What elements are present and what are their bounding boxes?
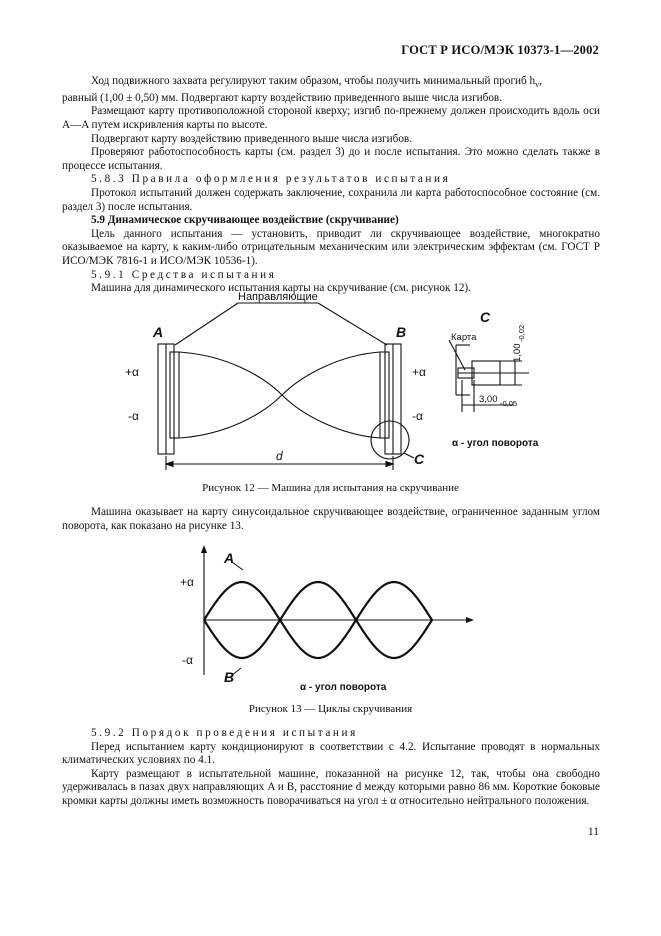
- paragraph: Протокол испытаний должен содержать заключение, сохранила ли карта работоспособное состояние (см. раздел 3) после испытания.: [62, 186, 600, 213]
- paragraph: Перед испытанием карту кондиционируют в соответствии с 4.2. Испытание проводят в нормальных климатических условиях по 4.1.: [62, 740, 600, 767]
- page-number: 11: [587, 826, 599, 838]
- label-minus-alpha-left: -α: [128, 409, 139, 423]
- label-series-a: A: [224, 550, 235, 566]
- text-block-3: [62, 727, 600, 809]
- section-heading: 5.9.2 Порядок проведения испытания: [91, 727, 358, 739]
- paragraph: Размещают карту противоположной стороной кверху; изгиб по-прежнему должен происходить вдоль оси A—A путем искривления карты по высоте.: [62, 105, 600, 132]
- figure-12-caption: Рисунок 12 — Машина для испытания на скручивание: [202, 482, 459, 494]
- label-guide-b: B: [396, 324, 407, 340]
- paragraph: Машина оказывает на карту синусоидальное скручивающее воздействие, ограниченное заданным углом поворота, как показано на рисунке 13.: [62, 506, 600, 532]
- section-heading: 5.9 Динамическое скручивающее воздействие (скручивание): [91, 214, 399, 227]
- dimension-horizontal: 3,00: [479, 394, 498, 405]
- label-card: Карта: [451, 332, 477, 343]
- label-series-b: B: [224, 669, 235, 685]
- label-plus-alpha: +α: [180, 575, 194, 589]
- label-distance-d: d: [276, 449, 283, 463]
- dimension-vertical: 1,00: [512, 343, 523, 362]
- paragraph: Карту размещают в испытательной машине, показанной на рисунке 12, так, чтобы она свободно удерживалась в пазах двух направляющих A и B, расстояние d между которыми равно 86 мм. Короткие боковые кромки карты должны иметь возможность поворачиваться на угол ± α относительно нейтрального положения.: [62, 767, 600, 807]
- figure-13-caption: Рисунок 13 — Циклы скручивания: [248, 703, 413, 715]
- label-alpha-note-fig12: α - угол поворота: [452, 438, 539, 449]
- figure-12-machine-diagram: [0, 290, 661, 480]
- section-heading: 5.8.3 Правила оформления результатов испытания: [91, 173, 451, 186]
- paragraph-continuation: равный (1,00 ± 0,50) мм. Подвергают карту воздействию приведенного выше числа изгибов.: [62, 91, 503, 104]
- label-plus-alpha-left: +α: [125, 365, 139, 379]
- document-header: ГОСТ Р ИСО/МЭК 10373-1—2002: [401, 43, 599, 57]
- label-detail-view-c: C: [480, 309, 491, 325]
- figure-13-twist-cycles-chart: [0, 540, 661, 700]
- paragraph: Проверяют работоспособность карты (см. раздел 3) до и после испытания. Это можно сделать также в процессе испытания.: [62, 146, 600, 172]
- text-block-1: [62, 75, 600, 296]
- paragraph: Машина для динамического испытания карты на скручивание (см. рисунок 12).: [91, 282, 471, 295]
- label-minus-alpha-right: -α: [412, 409, 423, 423]
- section-heading: 5.9.1 Средства испытания: [91, 268, 277, 281]
- label-plus-alpha-right: +α: [412, 365, 426, 379]
- label-detail-c: C: [414, 451, 425, 467]
- label-guides: Направляющие: [238, 291, 318, 303]
- label-alpha-note-fig13: α - угол поворота: [300, 682, 387, 693]
- label-minus-alpha: -α: [182, 653, 193, 667]
- dimension-horizontal-tolerance: -0,05: [500, 399, 518, 408]
- paragraph: Ход подвижного захвата регулируют таким образом, чтобы получить минимальный прогиб $h_v$,: [91, 75, 542, 90]
- label-guide-a: A: [153, 324, 164, 340]
- text-block-2: [62, 506, 600, 533]
- paragraph: Цель данного испытания — установить, приводит ли скручивающее воздействие, многократно оказываемое на карту, к каким-либо отрицательным механическим или электрическим эффектам (см. ГОСТ Р ИСО/МЭК 7816-1 и ИСО/МЭК 10536-1).: [62, 227, 600, 267]
- dimension-vertical-tolerance: -0,02: [517, 324, 526, 342]
- paragraph: Подвергают карту воздействию приведенного выше числа изгибов.: [91, 132, 412, 145]
